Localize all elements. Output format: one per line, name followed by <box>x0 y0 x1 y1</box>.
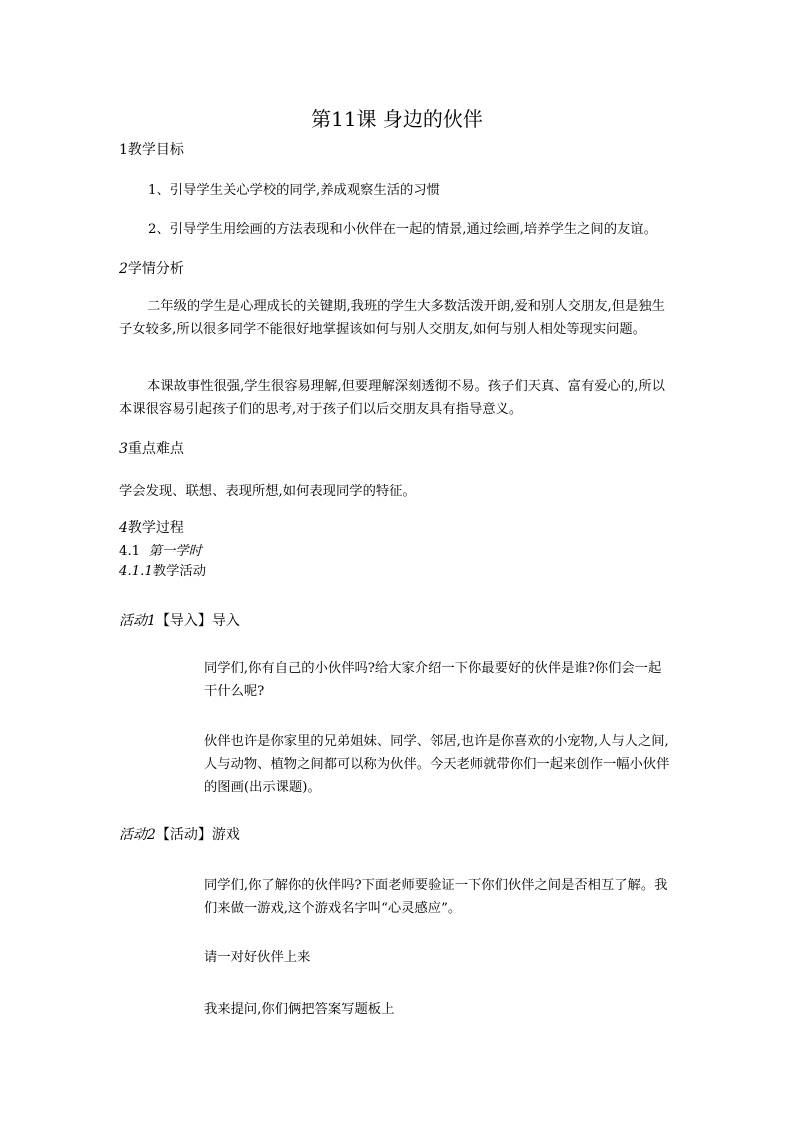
subsection-title: 第一学时 <box>148 544 202 559</box>
subsection-lesson-1 <box>119 540 202 559</box>
activity-label: 活动2 <box>119 827 156 843</box>
goal-item-1: 1、引导学生关心学校的同学,养成观察生活的习惯 <box>148 183 440 198</box>
activity-tag: 【活动】游戏 <box>155 827 240 843</box>
goal-item-2: 2、引导学生用绘画的方法表现和小伙伴在一起的情景,通过绘画,培养学生之间的友谊。 <box>148 222 657 237</box>
section-number: 4 <box>119 520 128 536</box>
keypoints-text: 学会发现、联想、表现所想,如何表现同学的特征。 <box>119 484 416 499</box>
section-number: 3 <box>119 441 128 457</box>
section-heading-analysis <box>119 258 184 278</box>
section-heading-process <box>119 517 184 537</box>
section-title: 教学过程 <box>127 520 184 536</box>
analysis-paragraph-2: 本课故事性很强,学生很容易理解,但要理解深刻透彻不易。孩子们天真、富有爱心的,所以本课很容易引起孩子们的思考,对于孩子们以后交朋友具有指导意义。 <box>119 379 665 417</box>
page-title: 第11课 身边的伙伴 <box>311 107 483 131</box>
section-title: 重点难点 <box>127 441 184 457</box>
analysis-paragraph-1: 二年级的学生是心理成长的关键期,我班的学生大多数活泼开朗,爱和别人交朋友,但是独生子女较多,所以很多同学不能很好地掌握该如何与别人交朋友,如何与别人相处等现实问题。 <box>119 299 665 337</box>
subsection-title: 教学活动 <box>152 564 207 579</box>
activity-1-heading <box>119 610 240 630</box>
subsection-number: 4.1 <box>119 544 141 559</box>
activity-1-paragraph-2: 伙伴也许是你家里的兄弟姐妹、同学、邻居,也许是你喜欢的小宠物,人与人之间,人与动物、植物之间都可以称为伙伴。今天老师就带你们一起来创作一幅小伙伴的图画(出示课题)。 <box>204 734 670 795</box>
section-heading-goals: 1教学目标 <box>119 142 184 158</box>
activity-tag: 【导入】导入 <box>155 613 240 629</box>
activity-1-paragraph-1: 同学们,你有自己的小伙伴吗?给大家介绍一下你最要好的伙伴是谁?你们会一起干什么呢? <box>204 661 662 699</box>
activity-2-paragraph-3: 我来提问,你们俩把答案写题板上 <box>204 1002 395 1017</box>
section-title: 学情分析 <box>127 261 184 277</box>
subsection-activities <box>119 560 206 579</box>
activity-2-heading <box>119 824 240 844</box>
section-heading-keypoints <box>119 438 184 458</box>
subsection-number: 4.1.1 <box>119 564 153 579</box>
activity-label: 活动1 <box>119 613 156 629</box>
section-number: 2 <box>119 261 128 277</box>
activity-2-paragraph-1: 同学们,你了解你的伙伴吗?下面老师要验证一下你们伙伴之间是否相互了解。我们来做一游戏,这个游戏名字叫“心灵感应”。 <box>204 878 668 916</box>
activity-2-paragraph-2: 请一对好伙伴上来 <box>204 950 311 965</box>
